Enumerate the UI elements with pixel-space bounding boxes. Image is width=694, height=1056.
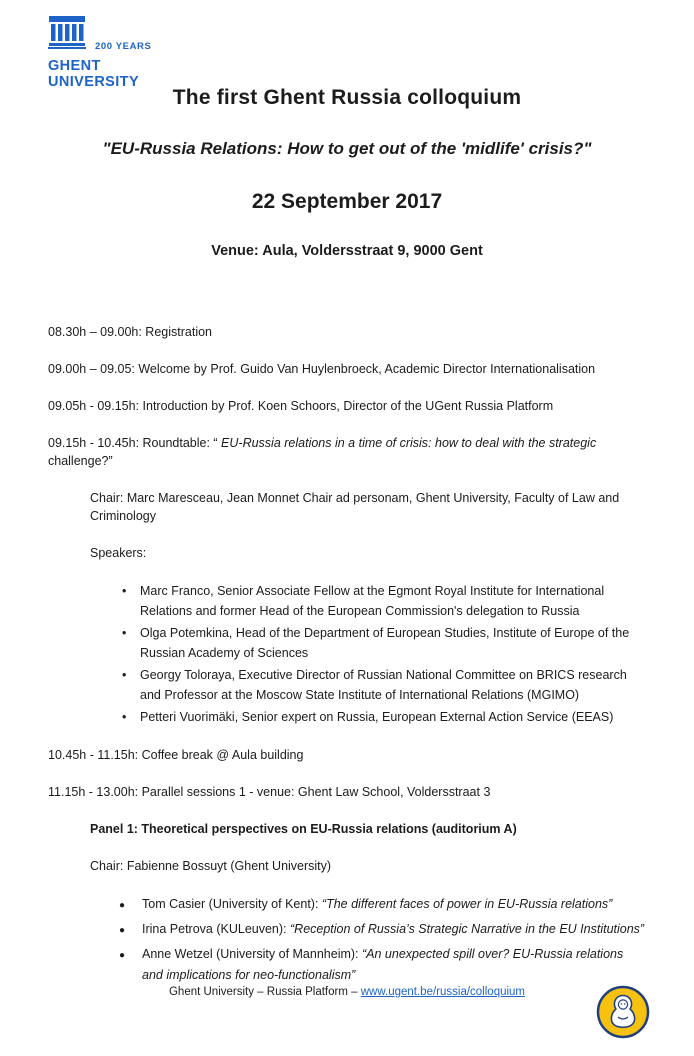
list-item: • Olga Potemkina, Head of the Department of European Studies, Institute of Europe of the Russian Academy of Sciences	[118, 623, 646, 663]
talk-speaker: Irina Petrova (KULeuven):	[142, 922, 290, 936]
panel1-heading: Panel 1: Theoretical perspectives on EU-Russia relations (auditorium A)	[90, 822, 517, 836]
panel1-talks-list	[118, 894, 646, 986]
list-item	[118, 919, 646, 940]
ghent-university-logo	[48, 16, 151, 90]
university-building-icon	[48, 16, 86, 54]
talk-title: “Reception of Russia’s Strategic Narrative in the EU Institutions”	[290, 922, 645, 936]
talk-speaker: Tom Casier (University of Kent):	[142, 897, 322, 911]
event-venue: Venue: Aula, Voldersstraat 9, 9000 Gent	[211, 243, 483, 259]
roundtable-chair: Chair: Marc Maresceau, Jean Monnet Chair ad personam, Ghent University, Faculty of Law and Criminology	[90, 491, 620, 523]
talk-speaker: Anne Wetzel (University of Mannheim):	[142, 947, 362, 961]
colloquium-link[interactable]: www.ugent.be/russia/colloquium	[360, 986, 526, 998]
roundtable-title: EU-Russia relations in a time of crisis: how to deal with the strategic	[221, 436, 597, 450]
roundtable-speakers-list	[118, 581, 646, 727]
schedule-roundtable	[48, 434, 646, 470]
programme	[0, 323, 694, 986]
schedule-introduction: 09.05h - 09.15h: Introduction by Prof. Koen Schoors, Director of the UGent Russia Platform	[48, 399, 554, 413]
talk-title: “The different faces of power in EU-Russia relations”	[321, 897, 613, 911]
logo-name-line1: GHENT	[48, 58, 101, 74]
page-title: The first Ghent Russia colloquium	[172, 86, 522, 109]
list-item	[118, 944, 646, 986]
schedule-coffee-break: 10.45h - 11.15h: Coffee break @ Aula building	[48, 748, 304, 762]
logo-name-line2: UNIVERSITY	[48, 73, 140, 90]
roundtable-time-prefix: 09.15h - 10.45h: Roundtable: “	[48, 436, 222, 450]
list-item: • Georgy Toloraya, Executive Director of Russian National Committee on BRICS research and Professor at the Moscow State Institute of International Relations (MGIMO)	[118, 665, 646, 705]
footer-text: Ghent University – Russia Platform –	[168, 986, 361, 998]
event-date: 22 September 2017	[251, 190, 443, 213]
panel1-chair: Chair: Fabienne Bossuyt (Ghent University)	[90, 859, 332, 873]
matryoshka-icon	[596, 985, 650, 1039]
page-footer	[0, 986, 694, 998]
schedule-registration: 08.30h – 09.00h: Registration	[48, 325, 213, 339]
list-item: • Marc Franco, Senior Associate Fellow at the Egmont Royal Institute for International Relations and former Head of the European Commission's delegation to Russia	[118, 581, 646, 621]
talk-title: “An unexpected spill over? EU-Russia relations and implications for neo-functionalism”	[142, 947, 624, 982]
colloquium-subtitle: "EU-Russia Relations: How to get out of the 'midlife' crisis?"	[102, 139, 592, 158]
list-item	[118, 894, 646, 915]
schedule-parallel-sessions: 11.15h - 13.00h: Parallel sessions 1 - venue: Ghent Law School, Voldersstraat 3	[48, 785, 491, 799]
list-item: • Petteri Vuorimäki, Senior expert on Russia, European External Action Service (EEAS)	[118, 707, 646, 727]
schedule-welcome: 09.00h – 09.05: Welcome by Prof. Guido Van Huylenbroeck, Academic Director Internationalisation	[48, 362, 596, 376]
logo-years-label: 200 YEARS	[95, 41, 152, 52]
roundtable-speakers-label: Speakers:	[90, 546, 147, 560]
roundtable-title-suffix: challenge?”	[48, 454, 113, 468]
